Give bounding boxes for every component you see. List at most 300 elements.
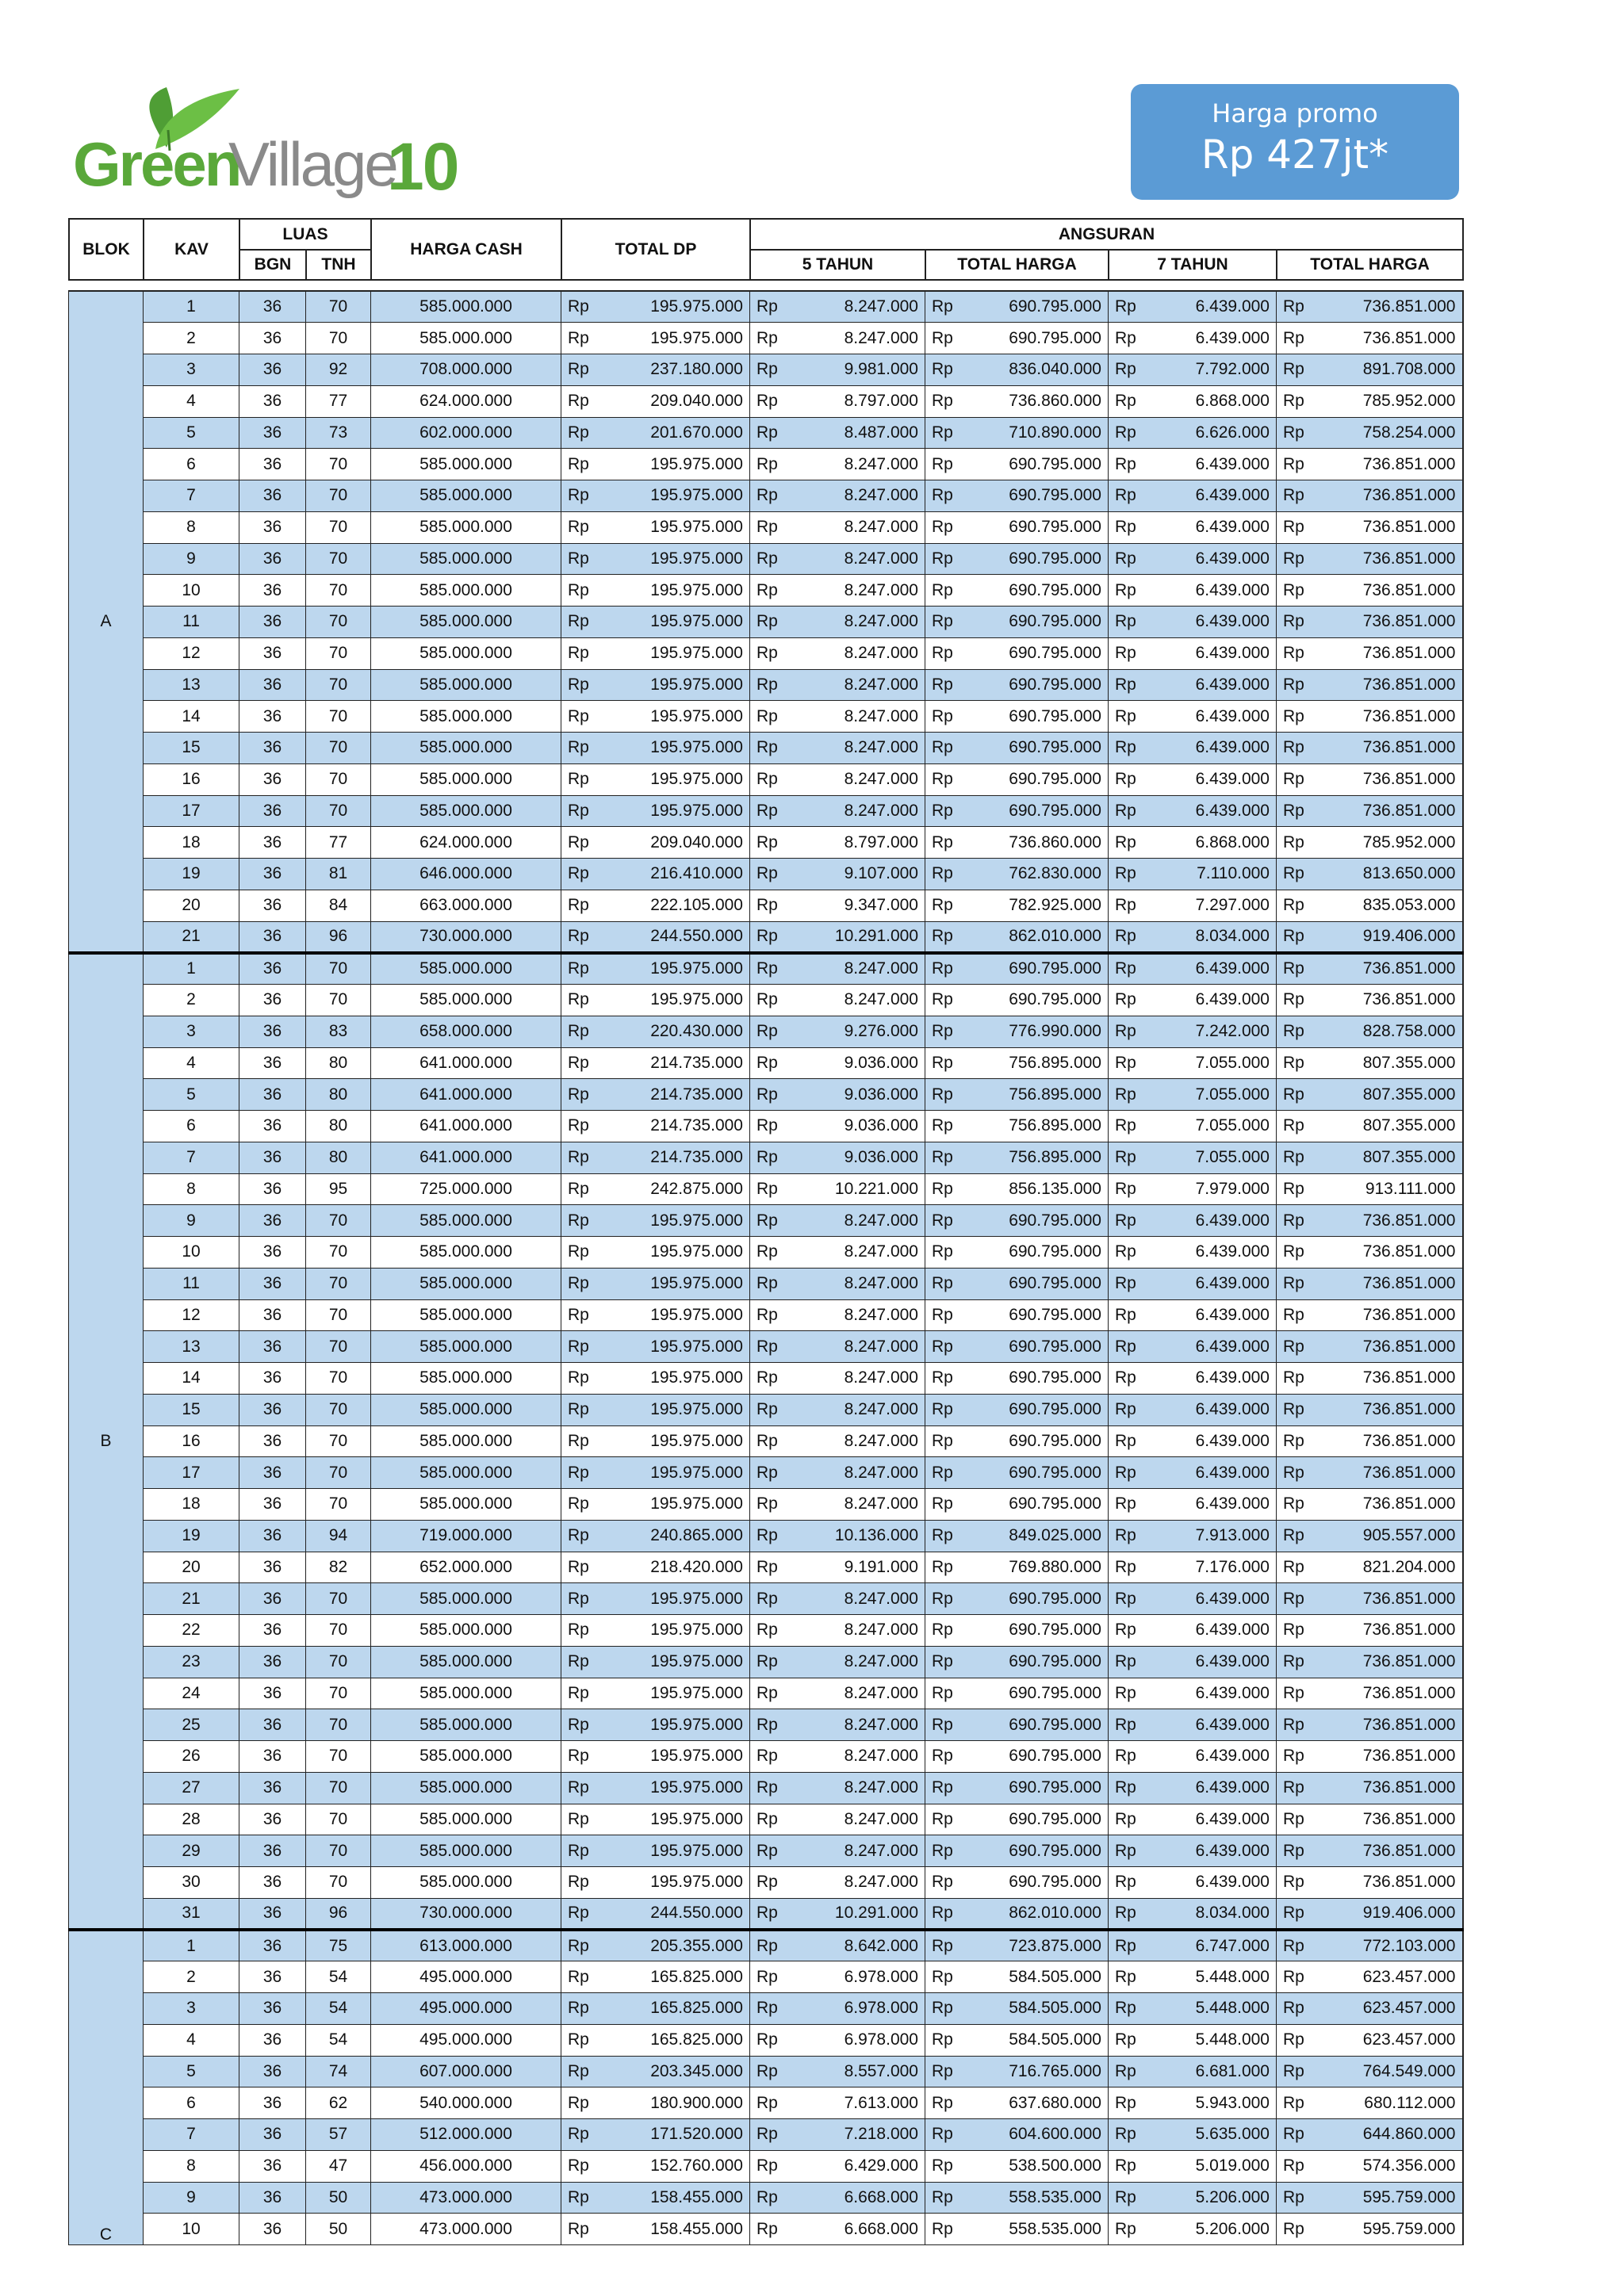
harga-cash-cell: 585.000.000 (371, 795, 561, 827)
currency-label: Rp (1277, 1268, 1318, 1299)
currency-label: Rp (1277, 1457, 1318, 1489)
angsuran-7-tahun-cell: 6.439.000 (1150, 985, 1277, 1016)
total-harga-7-cell: 913.111.000 (1318, 1173, 1463, 1205)
harga-cash-cell: 585.000.000 (371, 669, 561, 701)
total-harga-7-cell: 574.356.000 (1318, 2150, 1463, 2182)
currency-label: Rp (1109, 291, 1150, 323)
total-harga-5-cell: 584.505.000 (967, 1993, 1109, 2025)
angsuran-7-tahun-cell: 6.439.000 (1150, 1457, 1277, 1489)
currency-label: Rp (561, 417, 603, 449)
total-dp-cell: 240.865.000 (603, 1520, 750, 1552)
harga-cash-cell: 624.000.000 (371, 827, 561, 859)
total-harga-7-cell: 807.355.000 (1318, 1142, 1463, 1173)
kav-cell: 9 (144, 2182, 239, 2214)
currency-label: Rp (1277, 2214, 1318, 2245)
angsuran-7-tahun-cell: 6.439.000 (1150, 763, 1277, 795)
currency-label: Rp (925, 1646, 967, 1678)
total-dp-cell: 195.975.000 (603, 1331, 750, 1363)
total-harga-5-cell: 862.010.000 (967, 921, 1109, 953)
tnh-cell: 80 (306, 1079, 371, 1111)
table-row (69, 1425, 1463, 1457)
table-row (69, 1299, 1463, 1331)
tnh-cell: 70 (306, 1678, 371, 1709)
currency-label: Rp (925, 1079, 967, 1111)
total-harga-5-cell: 690.795.000 (967, 1772, 1109, 1804)
harga-cash-cell: 512.000.000 (371, 2119, 561, 2151)
currency-label: Rp (925, 859, 967, 890)
total-harga-5-cell: 690.795.000 (967, 1331, 1109, 1363)
header-total-harga-5: TOTAL HARGA (925, 250, 1109, 280)
total-harga-7-cell: 736.851.000 (1318, 1457, 1463, 1489)
tnh-cell: 70 (306, 1835, 371, 1867)
angsuran-7-tahun-cell: 6.439.000 (1150, 733, 1277, 764)
currency-label: Rp (750, 291, 791, 323)
total-harga-5-cell: 690.795.000 (967, 1835, 1109, 1867)
currency-label: Rp (1109, 763, 1150, 795)
tnh-cell: 70 (306, 985, 371, 1016)
currency-label: Rp (925, 354, 967, 386)
angsuran-7-tahun-cell: 6.439.000 (1150, 1268, 1277, 1299)
kav-cell: 5 (144, 417, 239, 449)
total-harga-5-cell: 782.925.000 (967, 890, 1109, 921)
currency-label: Rp (750, 1237, 791, 1269)
table-row (69, 417, 1463, 449)
currency-label: Rp (1109, 859, 1150, 890)
tnh-cell: 70 (306, 1299, 371, 1331)
harga-cash-cell: 585.000.000 (371, 1237, 561, 1269)
currency-label: Rp (1277, 1331, 1318, 1363)
currency-label: Rp (925, 480, 967, 512)
currency-label: Rp (750, 354, 791, 386)
bgn-cell: 36 (239, 1205, 306, 1237)
harga-cash-cell: 646.000.000 (371, 859, 561, 890)
tnh-cell: 70 (306, 1804, 371, 1835)
tnh-cell: 70 (306, 701, 371, 733)
angsuran-7-tahun-cell: 5.943.000 (1150, 2087, 1277, 2119)
currency-label: Rp (561, 1205, 603, 1237)
currency-label: Rp (1109, 669, 1150, 701)
angsuran-7-tahun-cell: 7.297.000 (1150, 890, 1277, 921)
total-dp-cell: 158.455.000 (603, 2182, 750, 2214)
currency-label: Rp (1109, 417, 1150, 449)
total-dp-cell: 195.975.000 (603, 1678, 750, 1709)
currency-label: Rp (925, 1772, 967, 1804)
header-harga-cash: HARGA CASH (371, 219, 561, 280)
total-harga-5-cell: 584.505.000 (967, 1961, 1109, 1993)
angsuran-5-tahun-cell: 6.429.000 (791, 2150, 925, 2182)
currency-label: Rp (1109, 1142, 1150, 1173)
currency-label: Rp (1277, 921, 1318, 953)
total-dp-cell: 214.735.000 (603, 1079, 750, 1111)
currency-label: Rp (1277, 449, 1318, 480)
bgn-cell: 36 (239, 1646, 306, 1678)
table-row (69, 607, 1463, 638)
currency-label: Rp (750, 2119, 791, 2151)
total-harga-7-cell: 835.053.000 (1318, 890, 1463, 921)
angsuran-7-tahun-cell: 6.439.000 (1150, 575, 1277, 607)
currency-label: Rp (925, 323, 967, 354)
harga-cash-cell: 719.000.000 (371, 1520, 561, 1552)
currency-label: Rp (750, 1457, 791, 1489)
harga-cash-cell: 641.000.000 (371, 1047, 561, 1079)
total-dp-cell: 195.975.000 (603, 1615, 750, 1647)
tnh-cell: 96 (306, 1898, 371, 1930)
total-dp-cell: 195.975.000 (603, 953, 750, 985)
bgn-cell: 36 (239, 511, 306, 543)
tnh-cell: 70 (306, 607, 371, 638)
tnh-cell: 77 (306, 385, 371, 417)
total-harga-5-cell: 690.795.000 (967, 1678, 1109, 1709)
total-harga-7-cell: 828.758.000 (1318, 1016, 1463, 1047)
table-row (69, 1047, 1463, 1079)
currency-label: Rp (925, 1425, 967, 1457)
tnh-cell: 50 (306, 2182, 371, 2214)
table-row (69, 890, 1463, 921)
total-harga-5-cell: 690.795.000 (967, 575, 1109, 607)
bgn-cell: 36 (239, 2119, 306, 2151)
harga-cash-cell: 585.000.000 (371, 1205, 561, 1237)
kav-cell: 4 (144, 1047, 239, 1079)
currency-label: Rp (561, 2150, 603, 2182)
kav-cell: 25 (144, 1709, 239, 1741)
tnh-cell: 70 (306, 480, 371, 512)
kav-cell: 20 (144, 890, 239, 921)
total-harga-7-cell: 785.952.000 (1318, 827, 1463, 859)
currency-label: Rp (925, 1741, 967, 1773)
total-dp-cell: 195.975.000 (603, 1583, 750, 1615)
harga-cash-cell: 585.000.000 (371, 1804, 561, 1835)
kav-cell: 16 (144, 763, 239, 795)
kav-cell: 8 (144, 2150, 239, 2182)
total-dp-cell: 195.975.000 (603, 1489, 750, 1521)
kav-cell: 2 (144, 1961, 239, 1993)
harga-cash-cell: 540.000.000 (371, 2087, 561, 2119)
table-row (69, 385, 1463, 417)
total-harga-7-cell: 758.254.000 (1318, 417, 1463, 449)
angsuran-7-tahun-cell: 6.439.000 (1150, 1205, 1277, 1237)
total-harga-5-cell: 776.990.000 (967, 1016, 1109, 1047)
total-harga-7-cell: 736.851.000 (1318, 985, 1463, 1016)
total-harga-7-cell: 736.851.000 (1318, 1205, 1463, 1237)
currency-label: Rp (750, 733, 791, 764)
currency-label: Rp (561, 511, 603, 543)
tnh-cell: 62 (306, 2087, 371, 2119)
table-row (69, 1520, 1463, 1552)
blok-cell: C (69, 1930, 144, 2245)
harga-cash-cell: 585.000.000 (371, 1741, 561, 1773)
kav-cell: 7 (144, 1142, 239, 1173)
total-dp-cell: 195.975.000 (603, 1709, 750, 1741)
total-harga-5-cell: 756.895.000 (967, 1111, 1109, 1142)
total-harga-5-cell: 690.795.000 (967, 1457, 1109, 1489)
angsuran-5-tahun-cell: 8.247.000 (791, 575, 925, 607)
angsuran-7-tahun-cell: 5.635.000 (1150, 2119, 1277, 2151)
table-row (69, 1678, 1463, 1709)
currency-label: Rp (1109, 733, 1150, 764)
total-dp-cell: 209.040.000 (603, 385, 750, 417)
table-row (69, 1583, 1463, 1615)
angsuran-7-tahun-cell: 7.055.000 (1150, 1111, 1277, 1142)
currency-label: Rp (561, 637, 603, 669)
total-harga-7-cell: 764.549.000 (1318, 2056, 1463, 2087)
currency-label: Rp (561, 1016, 603, 1047)
angsuran-5-tahun-cell: 6.978.000 (791, 1993, 925, 2025)
total-harga-7-cell: 736.851.000 (1318, 1299, 1463, 1331)
table-row (69, 953, 1463, 985)
kav-cell: 3 (144, 1016, 239, 1047)
tnh-cell: 95 (306, 1173, 371, 1205)
bgn-cell: 36 (239, 1237, 306, 1269)
currency-label: Rp (561, 1646, 603, 1678)
currency-label: Rp (750, 890, 791, 921)
total-harga-7-cell: 736.851.000 (1318, 1425, 1463, 1457)
currency-label: Rp (925, 1898, 967, 1930)
currency-label: Rp (561, 480, 603, 512)
currency-label: Rp (1277, 1237, 1318, 1269)
currency-label: Rp (750, 921, 791, 953)
harga-cash-cell: 585.000.000 (371, 1709, 561, 1741)
currency-label: Rp (1109, 2024, 1150, 2056)
total-dp-cell: 195.975.000 (603, 449, 750, 480)
currency-label: Rp (925, 1678, 967, 1709)
currency-label: Rp (1109, 1425, 1150, 1457)
currency-label: Rp (750, 1646, 791, 1678)
currency-label: Rp (750, 1363, 791, 1395)
total-dp-cell: 218.420.000 (603, 1552, 750, 1583)
angsuran-7-tahun-cell: 7.242.000 (1150, 1016, 1277, 1047)
currency-label: Rp (1277, 827, 1318, 859)
currency-label: Rp (750, 2087, 791, 2119)
table-row (69, 985, 1463, 1016)
kav-cell: 5 (144, 1079, 239, 1111)
kav-cell: 20 (144, 1552, 239, 1583)
angsuran-5-tahun-cell: 8.247.000 (791, 1331, 925, 1363)
kav-cell: 8 (144, 1173, 239, 1205)
tnh-cell: 70 (306, 1237, 371, 1269)
harga-cash-cell: 585.000.000 (371, 1363, 561, 1395)
kav-cell: 7 (144, 480, 239, 512)
table-row (69, 1772, 1463, 1804)
currency-label: Rp (561, 985, 603, 1016)
angsuran-7-tahun-cell: 6.439.000 (1150, 1709, 1277, 1741)
tnh-cell: 70 (306, 669, 371, 701)
total-harga-7-cell: 736.851.000 (1318, 1646, 1463, 1678)
currency-label: Rp (1277, 1299, 1318, 1331)
total-harga-5-cell: 856.135.000 (967, 1173, 1109, 1205)
total-harga-7-cell: 736.851.000 (1318, 795, 1463, 827)
total-dp-cell: 152.760.000 (603, 2150, 750, 2182)
total-harga-5-cell: 862.010.000 (967, 1898, 1109, 1930)
bgn-cell: 36 (239, 607, 306, 638)
tnh-cell: 70 (306, 1615, 371, 1647)
bgn-cell: 36 (239, 795, 306, 827)
currency-label: Rp (925, 985, 967, 1016)
total-harga-5-cell: 690.795.000 (967, 1299, 1109, 1331)
kav-cell: 26 (144, 1741, 239, 1773)
angsuran-5-tahun-cell: 9.036.000 (791, 1142, 925, 1173)
angsuran-5-tahun-cell: 9.036.000 (791, 1079, 925, 1111)
total-harga-7-cell: 736.851.000 (1318, 543, 1463, 575)
harga-cash-cell: 585.000.000 (371, 575, 561, 607)
total-harga-7-cell: 736.851.000 (1318, 763, 1463, 795)
table-row (69, 1457, 1463, 1489)
currency-label: Rp (750, 1268, 791, 1299)
total-harga-7-cell: 785.952.000 (1318, 385, 1463, 417)
angsuran-7-tahun-cell: 6.439.000 (1150, 1394, 1277, 1425)
currency-label: Rp (1109, 921, 1150, 953)
currency-label: Rp (1277, 1867, 1318, 1899)
currency-label: Rp (1277, 1425, 1318, 1457)
currency-label: Rp (1109, 827, 1150, 859)
currency-label: Rp (1277, 323, 1318, 354)
currency-label: Rp (1277, 1678, 1318, 1709)
kav-cell: 6 (144, 2087, 239, 2119)
angsuran-5-tahun-cell: 10.136.000 (791, 1520, 925, 1552)
logo-word-village: Village (228, 129, 396, 199)
currency-label: Rp (561, 354, 603, 386)
currency-label: Rp (925, 1867, 967, 1899)
currency-label: Rp (1109, 1457, 1150, 1489)
currency-label: Rp (1109, 1583, 1150, 1615)
currency-label: Rp (1109, 354, 1150, 386)
angsuran-5-tahun-cell: 8.247.000 (791, 763, 925, 795)
table-row (69, 1993, 1463, 2025)
total-dp-cell: 195.975.000 (603, 1205, 750, 1237)
tnh-cell: 70 (306, 1741, 371, 1773)
currency-label: Rp (1277, 1772, 1318, 1804)
harga-cash-cell: 585.000.000 (371, 1457, 561, 1489)
currency-label: Rp (1277, 543, 1318, 575)
table-row (69, 1394, 1463, 1425)
currency-label: Rp (925, 385, 967, 417)
currency-label: Rp (1109, 1804, 1150, 1835)
bgn-cell: 36 (239, 1016, 306, 1047)
angsuran-5-tahun-cell: 8.642.000 (791, 1930, 925, 1961)
total-dp-cell: 237.180.000 (603, 354, 750, 386)
currency-label: Rp (1277, 1205, 1318, 1237)
bgn-cell: 36 (239, 1268, 306, 1299)
kav-cell: 28 (144, 1804, 239, 1835)
total-harga-7-cell: 736.851.000 (1318, 1237, 1463, 1269)
kav-cell: 15 (144, 733, 239, 764)
harga-cash-cell: 624.000.000 (371, 385, 561, 417)
currency-label: Rp (561, 1299, 603, 1331)
total-dp-cell: 195.975.000 (603, 1457, 750, 1489)
kav-cell: 19 (144, 859, 239, 890)
harga-cash-cell: 585.000.000 (371, 1835, 561, 1867)
total-dp-cell: 195.975.000 (603, 575, 750, 607)
table-row (69, 827, 1463, 859)
angsuran-5-tahun-cell: 8.247.000 (791, 795, 925, 827)
angsuran-5-tahun-cell: 9.347.000 (791, 890, 925, 921)
currency-label: Rp (750, 859, 791, 890)
bgn-cell: 36 (239, 733, 306, 764)
harga-cash-cell: 725.000.000 (371, 1173, 561, 1205)
total-harga-7-cell: 736.851.000 (1318, 1804, 1463, 1835)
total-dp-cell: 220.430.000 (603, 1016, 750, 1047)
currency-label: Rp (561, 543, 603, 575)
harga-cash-cell: 585.000.000 (371, 480, 561, 512)
currency-label: Rp (925, 669, 967, 701)
tnh-cell: 83 (306, 1016, 371, 1047)
header-total-harga-7: TOTAL HARGA (1277, 250, 1463, 280)
total-harga-5-cell: 690.795.000 (967, 1268, 1109, 1299)
bgn-cell: 36 (239, 2056, 306, 2087)
kav-cell: 9 (144, 1205, 239, 1237)
tnh-cell: 70 (306, 637, 371, 669)
kav-cell: 10 (144, 575, 239, 607)
currency-label: Rp (561, 2214, 603, 2245)
currency-label: Rp (925, 1457, 967, 1489)
total-harga-5-cell: 756.895.000 (967, 1079, 1109, 1111)
currency-label: Rp (750, 1047, 791, 1079)
currency-label: Rp (1109, 1016, 1150, 1047)
total-harga-5-cell: 690.795.000 (967, 1237, 1109, 1269)
harga-cash-cell: 708.000.000 (371, 354, 561, 386)
currency-label: Rp (1277, 1079, 1318, 1111)
total-harga-7-cell: 772.103.000 (1318, 1930, 1463, 1961)
currency-label: Rp (925, 1237, 967, 1269)
currency-label: Rp (925, 890, 967, 921)
bgn-cell: 36 (239, 449, 306, 480)
bgn-cell: 36 (239, 291, 306, 323)
angsuran-7-tahun-cell: 6.439.000 (1150, 1237, 1277, 1269)
header-tnh: TNH (306, 250, 371, 280)
tnh-cell: 70 (306, 1457, 371, 1489)
currency-label: Rp (750, 575, 791, 607)
currency-label: Rp (925, 1205, 967, 1237)
angsuran-7-tahun-cell: 5.206.000 (1150, 2182, 1277, 2214)
bgn-cell: 36 (239, 1142, 306, 1173)
angsuran-7-tahun-cell: 5.206.000 (1150, 2214, 1277, 2245)
kav-cell: 1 (144, 291, 239, 323)
table-row (69, 1961, 1463, 1993)
total-harga-5-cell: 756.895.000 (967, 1047, 1109, 1079)
angsuran-5-tahun-cell: 8.247.000 (791, 1804, 925, 1835)
tnh-cell: 70 (306, 1205, 371, 1237)
currency-label: Rp (1277, 859, 1318, 890)
total-dp-cell: 195.975.000 (603, 1804, 750, 1835)
tnh-cell: 54 (306, 1961, 371, 1993)
currency-label: Rp (750, 669, 791, 701)
kav-cell: 18 (144, 827, 239, 859)
currency-label: Rp (561, 1835, 603, 1867)
total-dp-cell: 195.975.000 (603, 543, 750, 575)
promo-badge (1131, 84, 1459, 200)
currency-label: Rp (561, 1425, 603, 1457)
total-harga-7-cell: 736.851.000 (1318, 1678, 1463, 1709)
total-dp-cell: 195.975.000 (603, 1867, 750, 1899)
bgn-cell: 36 (239, 1552, 306, 1583)
currency-label: Rp (1109, 2182, 1150, 2214)
currency-label: Rp (561, 1489, 603, 1521)
currency-label: Rp (925, 2056, 967, 2087)
angsuran-7-tahun-cell: 6.626.000 (1150, 417, 1277, 449)
angsuran-5-tahun-cell: 8.247.000 (791, 511, 925, 543)
table-row (69, 1552, 1463, 1583)
bgn-cell: 36 (239, 985, 306, 1016)
total-harga-5-cell: 690.795.000 (967, 985, 1109, 1016)
currency-label: Rp (561, 1268, 603, 1299)
bgn-cell: 36 (239, 1993, 306, 2025)
currency-label: Rp (561, 1111, 603, 1142)
currency-label: Rp (1277, 417, 1318, 449)
angsuran-5-tahun-cell: 8.247.000 (791, 1457, 925, 1489)
total-dp-cell: 242.875.000 (603, 1173, 750, 1205)
harga-cash-cell: 585.000.000 (371, 291, 561, 323)
total-harga-5-cell: 849.025.000 (967, 1520, 1109, 1552)
currency-label: Rp (1109, 1047, 1150, 1079)
